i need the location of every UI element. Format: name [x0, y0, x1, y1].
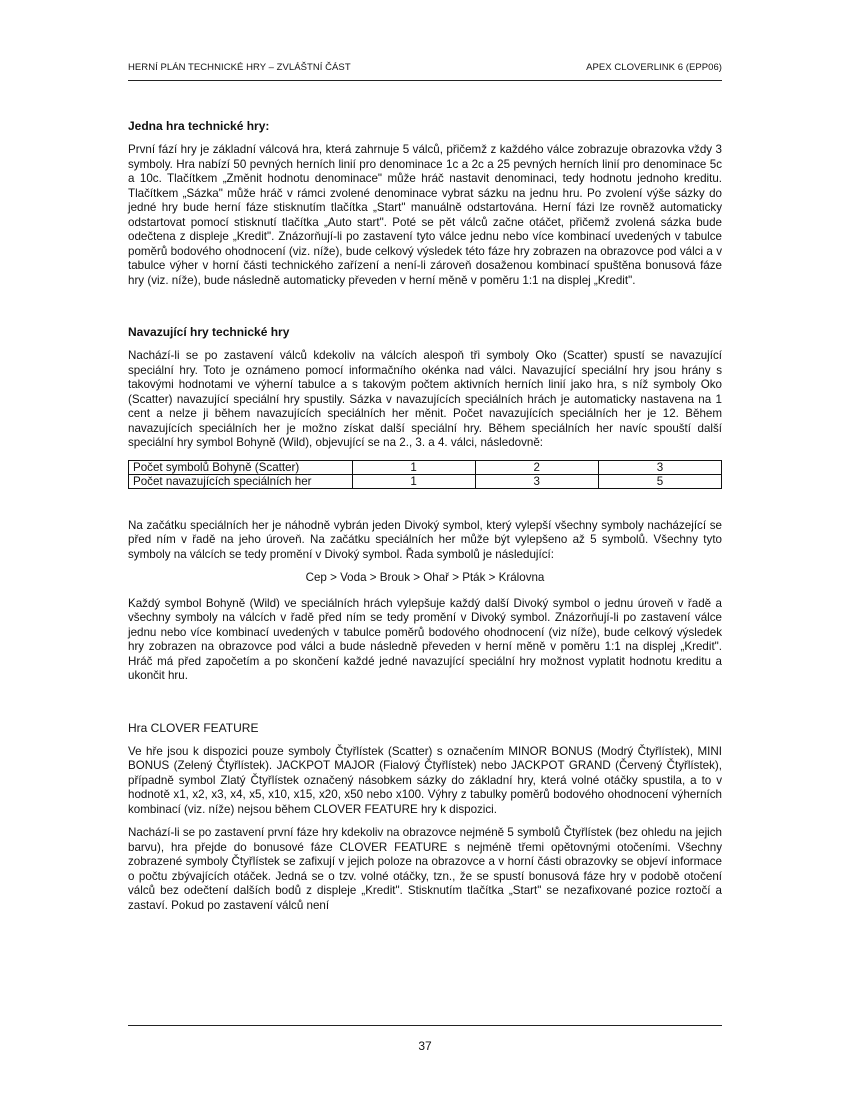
row-label: Počet symbolů Bohyně (Scatter) — [129, 460, 353, 474]
paragraph: Nachází-li se po zastavení první fáze hry kdekoliv na obrazovce nejméně 5 symbolů Čtyřlístek (bez ohledu na jejich barvu), hra přejde do bonusové fáze CLOVER FEATURE s nejméně třemi opětovnými otočeními. Všechny zobrazené symboly Čtyřlístek se zafixují v jejich poloze na obrazovce a v horní části obrazovky se objeví informace o počtu zbývajících otáček. Jedná se o tzv. volné otáčky, tzn., že se spustí bonusová fáze hry v podobě otočení válců bez odečtení dalších bodů z displeje „Kredit". Stisknutím tlačítka „Start" se nezafixované pozice roztočí a zastaví. Pokud po zastavení válců není — [128, 826, 722, 912]
section-follow-up-games — [128, 324, 722, 684]
section-clover-feature — [128, 720, 722, 914]
table-row — [129, 460, 722, 474]
paragraph: První fází hry je základní válcová hra, která zahrnuje 5 válců, přičemž z každého válce zobrazuje obrazovka vždy 3 symboly. Hra nabízí 50 pevných herních linií pro denominace 1c a 2c a 25 pevných herních linií pro denominace 5c a 10c. Tlačítkem „Změnit hodnotu denominace" může hráč nastavit denominaci, tedy hodnotu jednoho kreditu. Tlačítkem „Sázka" může hráč v rámci zvolené denominace vybrat sázku na jednu hru. Po zvolení výše sázky do jedné hry bude herní fáze stisknutím tlačítka „Start" manuálně odstartována. Herní fázi lze rovněž automaticky odstartovat pomocí stisknutí tlačítka „Auto start". Poté se pět válců začne otáčet, přičemž zvolená sázka bude odečtena z displeje „Kredit". Znázorňují-li po zastavení tyto válce jednu nebo více kombinací uvedených v tabulce poměrů bodového ohodnocení (viz. níže), bude celkový výsledek této fáze hry zobrazen na obrazovce pod válci a v tabulce výher v horní části technického zařízení a není-li zároveň dosaženou kombinací spuštěna bonusová fáze hry (viz. níže), bude následně automaticky převeden v herní měně v poměru 1:1 na displej „Kredit". — [128, 143, 722, 287]
table-cell: 1 — [352, 460, 475, 474]
page-body — [128, 118, 722, 922]
paragraph: Nachází-li se po zastavení válců kdekoliv na válcích alespoň tři symboly Oko (Scatter) spustí se navazující speciální hry. Toto je oznámeno pomocí informačního okénka nad válci. Navazující speciální hry jsou hrány s takovými hodnotami ve výherní tabulce a s takovým počtem aktivních herních linií jako hra, s níž symboly Oko (Scatter) navazující speciální hry spustily. Sázka v navazujících speciálních hrách je automaticky nastavena na 1 cent a nelze ji během navazujících speciálních her měnit. Počet navazujících speciálních her je 12. Během navazujících speciálních her je možno získat další speciální hry. Během speciálních her navíc spouští další speciální hry symbol Bohyně (Wild), objevující se na 2., 3. a 4. válci, následovně: — [128, 349, 722, 449]
paragraph: Každý symbol Bohyně (Wild) ve speciálních hrách vylepšuje každý další Divoký symbol o jednu úroveň v řadě a všechny symboly na válcích v řadě před ním se tedy promění v Divoký symbol. Znázorňují-li po zastavení válce jednu nebo více kombinací uvedených v tabulce poměrů bodového ohodnocení (viz níže), bude celkový výsledek hry zobrazen na obrazovce pod válci a bude následně převeden v herní měně v poměru 1:1 na displej „Kredit". Hráč má před započetím a po skončení každé jedné navazující speciální hry možnost vyplatit hodnotu kreditu a ukončit hru. — [128, 596, 722, 682]
table-cell: 1 — [352, 474, 475, 488]
row-label: Počet navazujících speciálních her — [129, 474, 353, 488]
section-heading: Jedna hra technické hry: — [128, 119, 270, 133]
symbol-sequence: Cep > Voda > Brouk > Ohař > Pták > Královna — [305, 571, 545, 584]
section-heading: Hra CLOVER FEATURE — [128, 720, 259, 735]
table-row — [129, 474, 722, 488]
paragraph: Ve hře jsou k dispozici pouze symboly Čtyřlístek (Scatter) s označením MINOR BONUS (Modrý Čtyřlístek), MINI BONUS (Zelený Čtyřlístek). JACKPOT MAJOR (Fialový Čtyřlístek) nebo JACKPOT GRAND (Červený Čtyřlístek), případně symbol Zlatý Čtyřlístek označený násobkem sázky do základní hry, která volné otáčky spustila, a to v hodnotě x1, x2, x3, x4, x5, x10, x15, x20, x50 nebo x100. Výhry z tabulky poměrů bodového ohodnocení výherních kombinací (viz. níže) nejsou během CLOVER FEATURE hry k dispozici. — [128, 744, 722, 816]
table-cell: 3 — [598, 460, 721, 474]
page-number: 37 — [418, 1039, 432, 1053]
section-heading: Navazující hry technické hry — [128, 325, 290, 339]
page-header — [128, 62, 722, 80]
table-cell: 2 — [475, 460, 598, 474]
section-single-game — [128, 118, 722, 288]
header-game-name: APEX CLOVERLINK 6 (EPP06) — [586, 62, 722, 73]
table-cell: 3 — [475, 474, 598, 488]
table-cell: 5 — [598, 474, 721, 488]
bonus-games-table — [128, 460, 722, 489]
paragraph: Na začátku speciálních her je náhodně vybrán jeden Divoký symbol, který vylepší všechny symboly nacházející se před ním v řadě na jeho úroveň. Na začátku speciálních her může být vylepšeno až 5 symbolů. Všechny tyto symboly na válcích se tedy promění v Divoký symbol. Řada symbolů je následující: — [128, 518, 722, 561]
header-title: HERNÍ PLÁN TECHNICKÉ HRY – ZVLÁŠTNÍ ČÁST — [128, 62, 351, 73]
header-divider — [128, 80, 722, 81]
footer-divider — [128, 1025, 722, 1026]
